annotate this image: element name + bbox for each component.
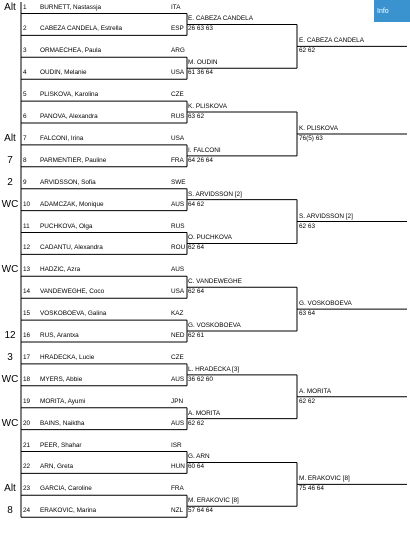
draw-position: 10	[23, 200, 31, 208]
seed-label: 7	[7, 154, 13, 166]
round2-score: 64 26 64	[188, 156, 213, 164]
round2-score: 62 64	[188, 288, 204, 296]
player-name: ADAMCZAK, Monique	[40, 200, 104, 208]
draw-position: 2	[23, 25, 27, 33]
draw-position: 6	[23, 113, 27, 120]
draw-position: 12	[23, 244, 31, 252]
player-nationality: USA	[171, 69, 185, 77]
player-name: MYERS, Abbie	[40, 375, 83, 383]
player-nationality: USA	[171, 134, 185, 142]
round3-winner: E. CABEZA CANDELA	[299, 37, 364, 45]
player-nationality: NZL	[171, 507, 184, 515]
round3-score: 76(5) 63	[299, 134, 323, 142]
seed-label: 12	[4, 330, 16, 341]
draw-position: 1	[23, 3, 27, 11]
draw-position: 15	[23, 310, 31, 318]
draw-position: 4	[23, 69, 27, 77]
round2-score: 62 61	[188, 332, 204, 340]
player-name: CABEZA CANDELA, Estrella	[40, 25, 123, 33]
player-nationality: AUS	[171, 419, 185, 427]
draw-position: 23	[23, 485, 31, 493]
info-tab[interactable]: Info	[374, 0, 410, 22]
draw-position: 18	[23, 375, 31, 383]
player-name: VOSKOBOEVA, Galina	[40, 310, 107, 318]
player-name: PLISKOVA, Karolina	[40, 91, 99, 99]
player-nationality: NED	[171, 332, 185, 339]
seed-label: Alt	[4, 483, 16, 495]
seed-label: WC	[1, 417, 19, 429]
player-name: PARMENTIER, Pauline	[40, 156, 107, 164]
draw-position: 22	[23, 463, 31, 471]
player-name: BURNETT, Nastassja	[40, 3, 102, 11]
round3-score: 62 63	[299, 222, 315, 230]
round2-winner: I. FALCONI	[188, 146, 221, 154]
draw-position: 21	[23, 441, 31, 449]
round2-winner: S. ARVIDSSON [2]	[188, 190, 242, 198]
player-nationality: FRA	[171, 485, 184, 493]
seed-label: WC	[1, 198, 19, 210]
round2-score: 62 62	[188, 419, 204, 427]
round3-score: 62 62	[299, 47, 315, 55]
player-name: BAINS, Naiktha	[40, 419, 85, 427]
round3-winner: A. MORITA	[299, 387, 332, 395]
seed-label: WC	[1, 373, 19, 385]
draw-position: 7	[23, 134, 27, 142]
seed-label: 8	[7, 505, 13, 517]
round2-score: 61 36 64	[188, 69, 213, 77]
player-name: ERAKOVIC, Marina	[40, 507, 97, 515]
draw-position: 24	[23, 507, 31, 515]
draw-position: 11	[23, 222, 30, 230]
round3-score: 62 62	[299, 397, 315, 405]
round2-score: 57 64 64	[188, 507, 213, 515]
player-nationality: ITA	[171, 3, 181, 11]
draw-position: 8	[23, 156, 27, 164]
round2-winner: G. ARN	[188, 453, 210, 461]
player-name: CADANTU, Alexandra	[40, 244, 103, 252]
seed-label: WC	[1, 264, 19, 276]
player-nationality: RUS	[171, 113, 185, 120]
round2-winner: M. ERAKOVIC [8]	[188, 497, 239, 505]
player-nationality: AUS	[171, 200, 185, 208]
round2-winner: A. MORITA	[188, 409, 221, 417]
player-name: HRADECKA, Lucie	[40, 353, 95, 361]
player-nationality: ESP	[171, 25, 184, 33]
player-nationality: ARG	[171, 47, 185, 55]
player-nationality: JPN	[171, 397, 184, 405]
seed-label: 2	[7, 176, 13, 188]
player-name: PUCHKOVA, Olga	[40, 222, 93, 230]
round2-winner: O. PUCHKOVA	[188, 234, 232, 242]
round2-score: 36 62 60	[188, 375, 213, 383]
player-name: FALCONI, Irina	[40, 134, 84, 142]
player-name: GARCIA, Caroline	[40, 485, 92, 493]
round2-score: 26 63 63	[188, 25, 213, 33]
player-name: PEER, Shahar	[40, 441, 82, 449]
seed-label: Alt	[4, 132, 16, 144]
player-nationality: HUN	[171, 463, 185, 471]
round2-score: 62 64	[188, 244, 204, 252]
player-nationality: FRA	[171, 156, 184, 164]
player-nationality: RUS	[171, 222, 185, 230]
player-nationality: SWE	[171, 178, 186, 186]
player-nationality: USA	[171, 288, 185, 296]
draw-position: 19	[23, 397, 31, 405]
player-nationality: CZE	[171, 91, 184, 99]
round2-score: 63 62	[188, 113, 204, 121]
round2-score: 60 64	[188, 463, 204, 471]
draw-position: 9	[23, 178, 27, 186]
player-nationality: ROU	[171, 244, 186, 252]
round3-winner: S. ARVIDSSON [2]	[299, 212, 353, 220]
player-name: ARVIDSSON, Sofia	[40, 178, 96, 186]
round2-score: 64 62	[188, 200, 204, 208]
round2-winner: K. PLISKOVA	[188, 103, 227, 111]
player-name: VANDEWEGHE, Coco	[40, 288, 105, 296]
round3-winner: K. PLISKOVA	[299, 124, 338, 132]
draw-position: 17	[23, 353, 31, 361]
round2-winner: E. CABEZA CANDELA	[188, 15, 253, 23]
player-name: ARN, Greta	[40, 463, 74, 471]
draw-position: 14	[23, 288, 31, 296]
round2-winner: M. OUDIN	[188, 59, 218, 67]
player-name: MORITA, Ayumi	[40, 397, 86, 405]
round3-winner: M. ERAKOVIC [8]	[299, 475, 350, 483]
round3-winner: G. VOSKOBOEVA	[299, 300, 352, 308]
player-nationality: KAZ	[171, 310, 184, 318]
draw-position: 20	[23, 419, 31, 427]
draw-position: 16	[23, 332, 31, 339]
round3-score: 63 64	[299, 310, 315, 318]
player-name: PANOVA, Alexandra	[40, 113, 98, 120]
draw-position: 5	[23, 91, 27, 99]
draw-position: 3	[23, 47, 27, 55]
round2-winner: C. VANDEWEGHE	[188, 278, 242, 286]
round2-winner: L. HRADECKA [3]	[188, 365, 240, 373]
round2-winner: G. VOSKOBOEVA	[188, 322, 241, 330]
player-name: HADZIC, Azra	[40, 266, 81, 274]
player-nationality: AUS	[171, 266, 185, 274]
player-nationality: AUS	[171, 375, 185, 383]
seed-label: Alt	[4, 1, 16, 13]
player-name: OUDIN, Melanie	[40, 69, 87, 77]
seed-label: 3	[7, 351, 13, 363]
player-nationality: ISR	[171, 441, 182, 449]
player-name: ORMAECHEA, Paula	[40, 47, 102, 55]
player-nationality: CZE	[171, 353, 184, 361]
draw-position: 13	[23, 266, 31, 274]
player-name: RUS, Arantxa	[40, 332, 79, 339]
round3-score: 75 46 64	[299, 485, 324, 493]
